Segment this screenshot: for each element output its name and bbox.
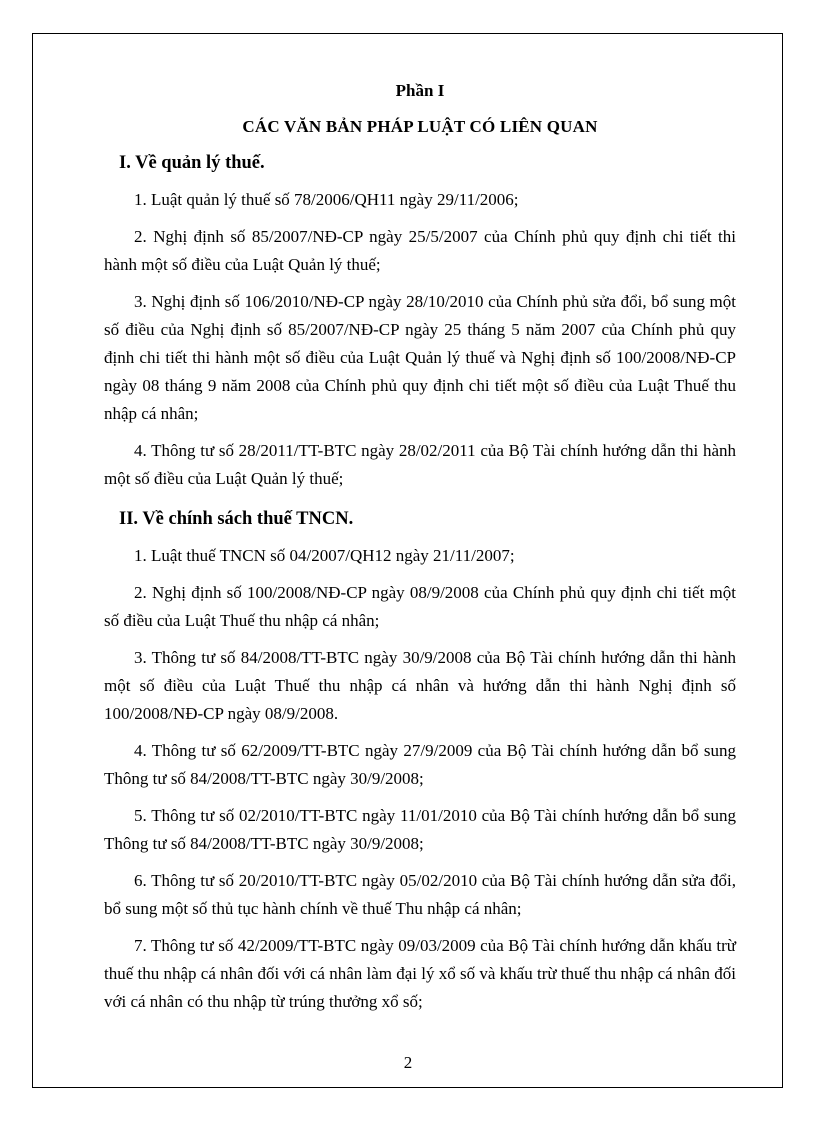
section-2-item: 7. Thông tư số 42/2009/TT-BTC ngày 09/03/2009 của Bộ Tài chính hướng dẫn khấu trừ thuế thu nhập cá nhân đối với cá nhân làm đại lý xổ số và khấu trừ thuế thu nhập cá nhân đối với cá nhân có thu nhập từ trúng thưởng xổ số;	[104, 936, 736, 1011]
section-2-item: 5. Thông tư số 02/2010/TT-BTC ngày 11/01/2010 của Bộ Tài chính hướng dẫn bổ sung Thông tư số 84/2008/TT-BTC ngày 30/9/2008;	[104, 806, 736, 853]
section-2-item: 3. Thông tư số 84/2008/TT-BTC ngày 30/9/2008 của Bộ Tài chính hướng dẫn thi hành một số điều của Luật Thuế thu nhập cá nhân và hướng dẫn thi hành Nghị định số 100/2008/NĐ-CP ngày 08/9/2008.	[104, 648, 736, 723]
section-1-item: 2. Nghị định số 85/2007/NĐ-CP ngày 25/5/2007 của Chính phủ quy định chi tiết thi hành một số điều của Luật Quản lý thuế;	[104, 227, 736, 274]
section-1-item: 1. Luật quản lý thuế số 78/2006/QH11 ngày 29/11/2006;	[134, 190, 519, 209]
section-2-item: 1. Luật thuế TNCN số 04/2007/QH12 ngày 21/11/2007;	[134, 546, 515, 565]
section-2-item: 4. Thông tư số 62/2009/TT-BTC ngày 27/9/2009 của Bộ Tài chính hướng dẫn bổ sung Thông tư số 84/2008/TT-BTC ngày 30/9/2008;	[104, 741, 736, 788]
section-1-item: 3. Nghị định số 106/2010/NĐ-CP ngày 28/10/2010 của Chính phủ sửa đổi, bổ sung một số điều của Nghị định số 85/2007/NĐ-CP ngày 25 tháng 5 năm 2007 của Chính phủ quy định chi tiết thi hành một số điều của Luật Quản lý thuế và Nghị định số 100/2008/NĐ-CP ngày 08 tháng 9 năm 2008 của Chính phủ quy định chi tiết một số điều của Luật Thuế thu nhập cá nhân;	[104, 292, 736, 423]
section-1-heading: I. Về quản lý thuế.	[119, 153, 265, 173]
page-content	[104, 78, 736, 1016]
section-2-item: 6. Thông tư số 20/2010/TT-BTC ngày 05/02/2010 của Bộ Tài chính hướng dẫn sửa đổi, bổ sung một số thủ tục hành chính về thuế Thu nhập cá nhân;	[104, 871, 736, 918]
section-2-item: 2. Nghị định số 100/2008/NĐ-CP ngày 08/9/2008 của Chính phủ quy định chi tiết một số điều của Luật Thuế thu nhập cá nhân;	[104, 583, 736, 630]
section-2-heading: II. Về chính sách thuế TNCN.	[119, 509, 354, 529]
page-number: 2	[403, 1053, 413, 1072]
part-label: Phần I	[395, 81, 445, 100]
document-title: CÁC VĂN BẢN PHÁP LUẬT CÓ LIÊN QUAN	[242, 117, 598, 136]
section-1-item: 4. Thông tư số 28/2011/TT-BTC ngày 28/02/2011 của Bộ Tài chính hướng dẫn thi hành một số điều của Luật Quản lý thuế;	[104, 441, 736, 488]
